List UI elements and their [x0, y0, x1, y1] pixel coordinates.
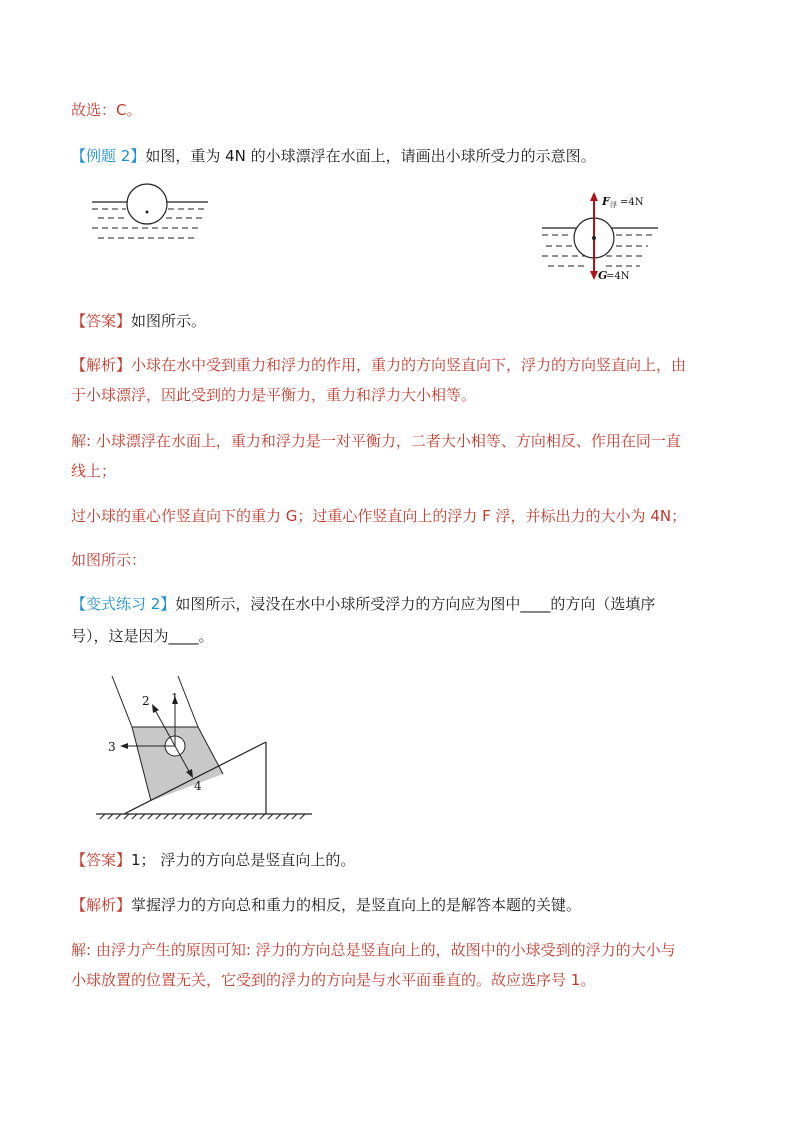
analysis-1-line1	[71, 355, 686, 375]
incline-figure	[94, 668, 316, 828]
floating-ball-figure	[88, 182, 218, 252]
solution-1-line1: 解: 小球漂浮在水面上，重力和浮力是一对平衡力，二者大小相等、方向相反、作用在同一直	[71, 432, 681, 450]
g-label: G	[598, 269, 608, 282]
analysis-text: 掌握浮力的方向总和重力的相反，是竖直向上的是解答本题的关键。	[131, 896, 582, 914]
g-value: =4N	[606, 271, 630, 282]
exercise-tag: 【变式练习 2】	[71, 595, 176, 613]
example-tag: 【例题 2】	[71, 147, 146, 165]
solution-2-line1: 解: 由浮力产生的原因可知: 浮力的方向总是竖直向上的，故图中的小球受到的浮力的大小与	[71, 941, 676, 959]
direction-label-3: 3	[108, 740, 116, 754]
exercise-2-line1	[71, 594, 655, 614]
solution-1-line4: 如图所示：	[71, 551, 147, 569]
direction-label-1: 1	[171, 691, 179, 705]
answer-text: 1； 浮力的方向总是竖直向上的。	[131, 851, 356, 869]
f-value: =4N	[620, 197, 644, 208]
f-label: F	[602, 195, 610, 208]
exercise-text: 如图所示，浸没在水中小球所受浮力的方向应为图中____的方向（选填序	[175, 595, 656, 613]
buoyancy-arrowhead	[590, 192, 598, 201]
direction-label-4: 4	[194, 779, 202, 793]
answer-tag: 【答案】	[71, 851, 132, 869]
analysis-2	[71, 895, 581, 915]
answer-tag: 【答案】	[71, 312, 132, 330]
force-diagram-figure	[540, 190, 670, 285]
direction-label-2: 2	[142, 694, 150, 708]
answer-1	[71, 311, 206, 331]
conclusion-line: 故选：C。	[71, 101, 142, 119]
gravity-arrowhead	[590, 271, 598, 280]
analysis-text: 小球在水中受到重力和浮力的作用，重力的方向竖直向下，浮力的方向竖直向上，由	[131, 356, 687, 374]
analysis-tag: 【解析】	[71, 896, 132, 914]
example-2-question	[71, 146, 596, 166]
answer-2	[71, 850, 355, 870]
solution-1-line2: 线上；	[71, 462, 117, 480]
answer-text: 如图所示。	[131, 312, 207, 330]
analysis-tag: 【解析】	[71, 356, 132, 374]
exercise-2-line2: 号），这是因为____。	[71, 627, 214, 645]
f-sub: 浮	[610, 201, 617, 209]
example-text: 如图，重为 4N 的小球漂浮在水面上，请画出小球所受力的示意图。	[145, 147, 596, 165]
analysis-1-line2: 于小球漂浮，因此受到的力是平衡力，重力和浮力大小相等。	[71, 386, 477, 404]
solution-2-line2: 小球放置的位置无关，它受到的浮力的方向是与水平面垂直的。故应选序号 1。	[71, 971, 596, 989]
solution-1-line3: 过小球的重心作竖直向下的重力 G；过重心作竖直向上的浮力 F 浮，并标出力的大小为 4N；	[71, 507, 687, 525]
